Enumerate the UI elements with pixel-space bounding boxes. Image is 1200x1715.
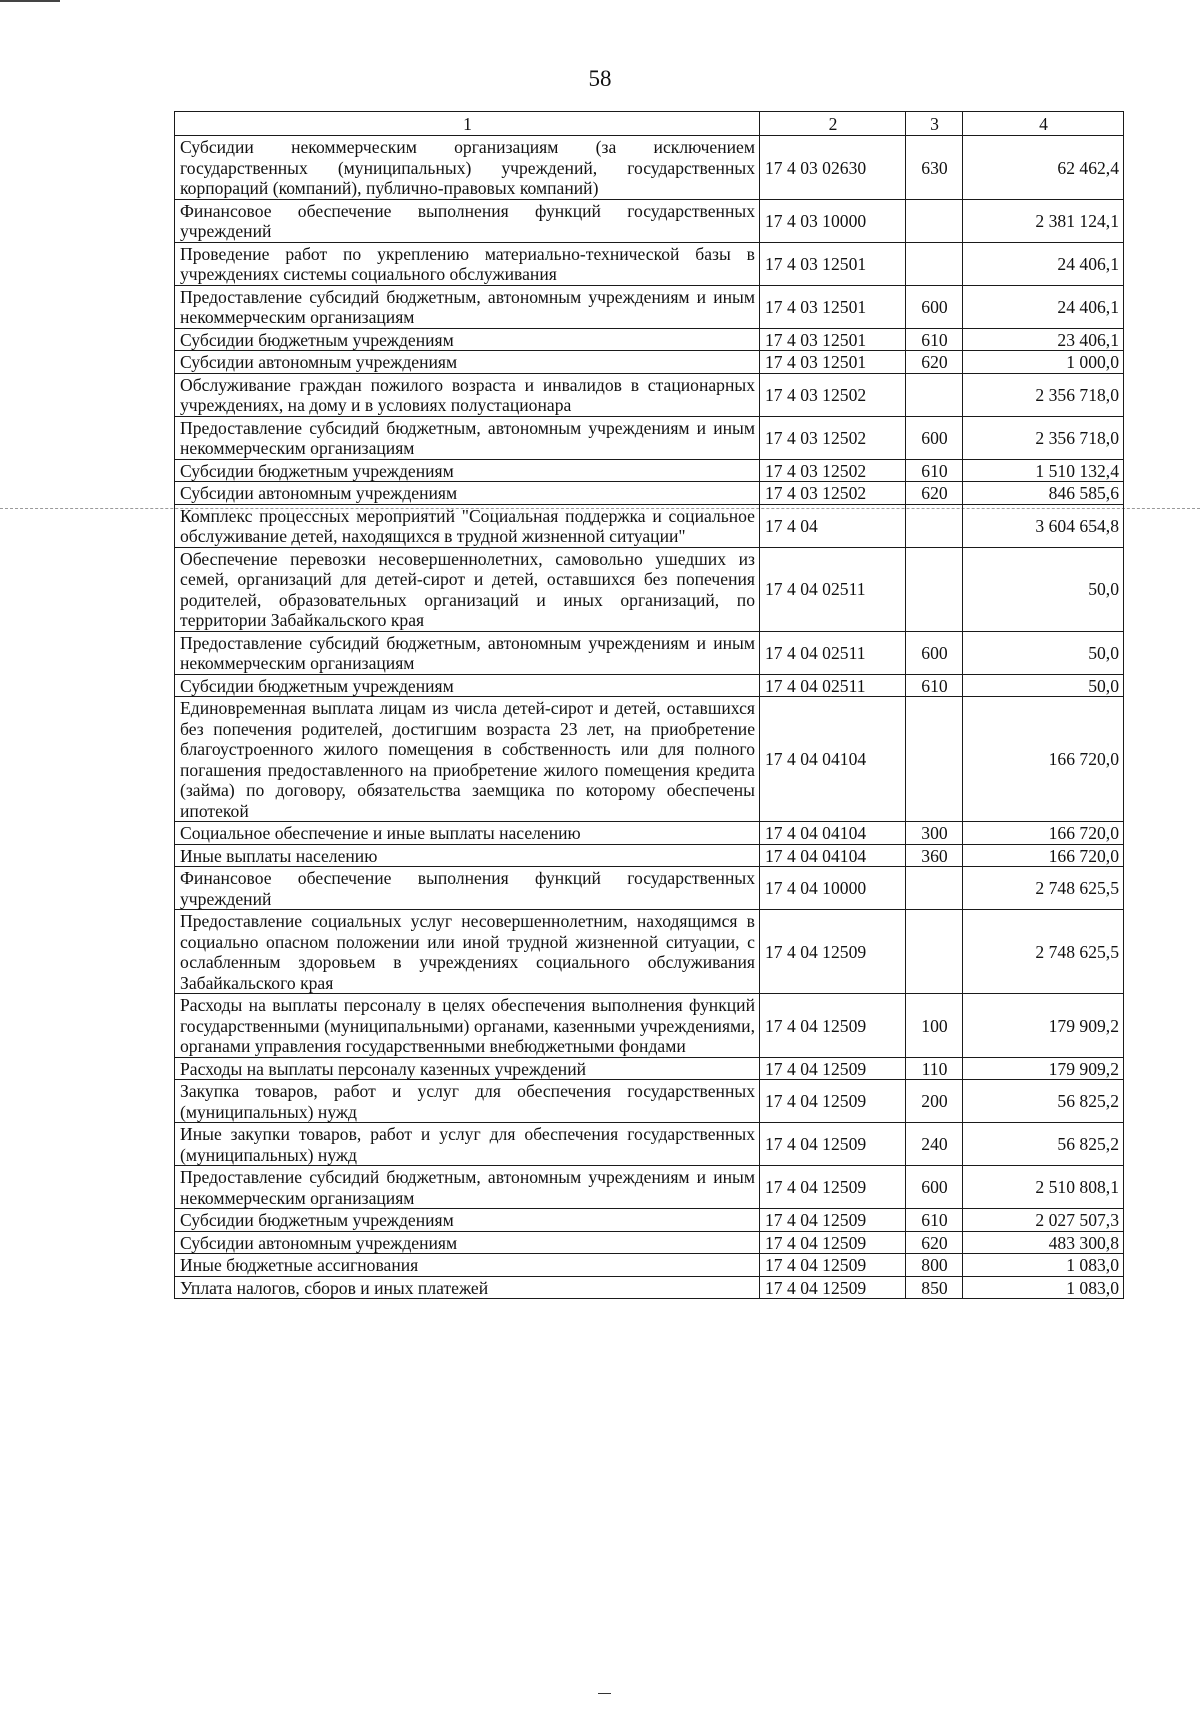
- row-kvr-cell: [906, 504, 963, 547]
- row-code-cell: 17 4 04 04104: [760, 844, 906, 867]
- table-row: [175, 1254, 1124, 1277]
- row-sum-cell: 2 748 625,5: [963, 910, 1124, 994]
- row-kvr-cell: 850: [906, 1276, 963, 1299]
- row-sum-cell: 50,0: [963, 547, 1124, 631]
- row-kvr-cell: 600: [906, 416, 963, 459]
- row-name-cell: Финансовое обеспечение выполнения функций государственных учреждений: [175, 867, 760, 910]
- row-sum-cell: 50,0: [963, 674, 1124, 697]
- table-row: [175, 1057, 1124, 1080]
- row-name-cell: Предоставление субсидий бюджетным, автономным учреждениям и иным некоммерческим организациям: [175, 416, 760, 459]
- column-header-kvr: 3: [906, 112, 963, 136]
- row-code-cell: 17 4 03 12502: [760, 482, 906, 505]
- row-sum-cell: 24 406,1: [963, 285, 1124, 328]
- row-sum-cell: 2 381 124,1: [963, 199, 1124, 242]
- row-kvr-cell: [906, 373, 963, 416]
- row-name-cell: Проведение работ по укреплению материально-технической базы в учреждениях системы социального обслуживания: [175, 242, 760, 285]
- column-header-code: 2: [760, 112, 906, 136]
- row-name-cell: Уплата налогов, сборов и иных платежей: [175, 1276, 760, 1299]
- table-row: [175, 1231, 1124, 1254]
- table-row: [175, 459, 1124, 482]
- row-kvr-cell: [906, 910, 963, 994]
- row-code-cell: 17 4 04 02511: [760, 674, 906, 697]
- row-kvr-cell: [906, 867, 963, 910]
- row-name-cell: Субсидии бюджетным учреждениям: [175, 328, 760, 351]
- row-code-cell: 17 4 03 12502: [760, 459, 906, 482]
- row-name-cell: Расходы на выплаты персоналу казенных учреждений: [175, 1057, 760, 1080]
- row-kvr-cell: 610: [906, 459, 963, 482]
- row-sum-cell: 2 027 507,3: [963, 1209, 1124, 1232]
- row-kvr-cell: 300: [906, 822, 963, 845]
- row-sum-cell: 2 356 718,0: [963, 416, 1124, 459]
- row-kvr-cell: 240: [906, 1123, 963, 1166]
- row-kvr-cell: [906, 199, 963, 242]
- row-kvr-cell: 610: [906, 1209, 963, 1232]
- row-sum-cell: 1 000,0: [963, 351, 1124, 374]
- table-row: [175, 631, 1124, 674]
- table-row: [175, 867, 1124, 910]
- row-sum-cell: 3 604 654,8: [963, 504, 1124, 547]
- table-row: [175, 844, 1124, 867]
- row-name-cell: Субсидии автономным учреждениям: [175, 1231, 760, 1254]
- row-sum-cell: 1 083,0: [963, 1276, 1124, 1299]
- row-sum-cell: 56 825,2: [963, 1123, 1124, 1166]
- scan-corner-mark: [0, 0, 60, 2]
- table-row: [175, 285, 1124, 328]
- row-name-cell: Комплекс процессных мероприятий "Социальная поддержка и социальное обслуживание детей, находящихся в трудной жизненной ситуации": [175, 504, 760, 547]
- row-code-cell: 17 4 04 12509: [760, 1209, 906, 1232]
- row-name-cell: Обслуживание граждан пожилого возраста и инвалидов в стационарных учреждениях, на дому и в условиях полустационара: [175, 373, 760, 416]
- row-code-cell: 17 4 04 02511: [760, 547, 906, 631]
- row-kvr-cell: [906, 697, 963, 822]
- row-code-cell: 17 4 03 12501: [760, 351, 906, 374]
- budget-table: [174, 111, 1124, 1299]
- table-row: [175, 351, 1124, 374]
- table-row: [175, 822, 1124, 845]
- table-row: [175, 504, 1124, 547]
- row-name-cell: Иные бюджетные ассигнования: [175, 1254, 760, 1277]
- row-kvr-cell: [906, 547, 963, 631]
- table-row: [175, 910, 1124, 994]
- row-code-cell: 17 4 04 12509: [760, 1231, 906, 1254]
- row-code-cell: 17 4 04 12509: [760, 1123, 906, 1166]
- table-row: [175, 674, 1124, 697]
- row-name-cell: Иные выплаты населению: [175, 844, 760, 867]
- page-bottom-mark: [598, 1693, 611, 1694]
- table-row: [175, 199, 1124, 242]
- row-name-cell: Предоставление субсидий бюджетным, автономным учреждениям и иным некоммерческим организациям: [175, 285, 760, 328]
- row-sum-cell: 483 300,8: [963, 1231, 1124, 1254]
- row-name-cell: Финансовое обеспечение выполнения функций государственных учреждений: [175, 199, 760, 242]
- row-sum-cell: 179 909,2: [963, 1057, 1124, 1080]
- table-body: [175, 136, 1124, 1299]
- row-sum-cell: 56 825,2: [963, 1080, 1124, 1123]
- row-name-cell: Субсидии автономным учреждениям: [175, 482, 760, 505]
- row-code-cell: 17 4 04 12509: [760, 1057, 906, 1080]
- row-code-cell: 17 4 04 02511: [760, 631, 906, 674]
- table-row: [175, 416, 1124, 459]
- table-row: [175, 547, 1124, 631]
- table-row: [175, 697, 1124, 822]
- row-name-cell: Закупка товаров, работ и услуг для обеспечения государственных (муниципальных) нужд: [175, 1080, 760, 1123]
- table-row: [175, 1123, 1124, 1166]
- row-kvr-cell: 200: [906, 1080, 963, 1123]
- row-name-cell: Расходы на выплаты персоналу в целях обеспечения выполнения функций государственными (муниципальными) органами, казенными учреждениями, органами управления государственными внебюджетными фондами: [175, 994, 760, 1058]
- row-sum-cell: 62 462,4: [963, 136, 1124, 200]
- table-row: [175, 1209, 1124, 1232]
- row-name-cell: Субсидии бюджетным учреждениям: [175, 674, 760, 697]
- row-code-cell: 17 4 04 12509: [760, 910, 906, 994]
- row-name-cell: Субсидии бюджетным учреждениям: [175, 1209, 760, 1232]
- row-code-cell: 17 4 04 12509: [760, 1166, 906, 1209]
- table-row: [175, 136, 1124, 200]
- row-sum-cell: 2 748 625,5: [963, 867, 1124, 910]
- row-kvr-cell: 620: [906, 351, 963, 374]
- row-code-cell: 17 4 03 12502: [760, 373, 906, 416]
- row-sum-cell: 2 510 808,1: [963, 1166, 1124, 1209]
- table-row: [175, 1080, 1124, 1123]
- row-code-cell: 17 4 03 12501: [760, 285, 906, 328]
- row-sum-cell: 2 356 718,0: [963, 373, 1124, 416]
- row-sum-cell: 179 909,2: [963, 994, 1124, 1058]
- row-sum-cell: 166 720,0: [963, 697, 1124, 822]
- row-kvr-cell: 100: [906, 994, 963, 1058]
- row-kvr-cell: 360: [906, 844, 963, 867]
- row-kvr-cell: 610: [906, 674, 963, 697]
- table-row: [175, 1166, 1124, 1209]
- row-code-cell: 17 4 03 02630: [760, 136, 906, 200]
- row-code-cell: 17 4 04 12509: [760, 1080, 906, 1123]
- row-kvr-cell: [906, 242, 963, 285]
- table-row: [175, 242, 1124, 285]
- table-row: [175, 994, 1124, 1058]
- row-name-cell: Субсидии автономным учреждениям: [175, 351, 760, 374]
- row-name-cell: Субсидии некоммерческим организациям (за исключением государственных (муниципальных) учреждений, государственных корпораций (компаний), публично-правовых компаний): [175, 136, 760, 200]
- row-code-cell: 17 4 04 04104: [760, 822, 906, 845]
- row-sum-cell: 24 406,1: [963, 242, 1124, 285]
- row-sum-cell: 23 406,1: [963, 328, 1124, 351]
- row-name-cell: Обеспечение перевозки несовершеннолетних, самовольно ушедших из семей, организаций для детей-сирот и детей, оставшихся без попечения родителей, образовательных организаций и иных организаций, по территории Забайкальского края: [175, 547, 760, 631]
- row-kvr-cell: 800: [906, 1254, 963, 1277]
- row-kvr-cell: 630: [906, 136, 963, 200]
- row-name-cell: Предоставление субсидий бюджетным, автономным учреждениям и иным некоммерческим организациям: [175, 1166, 760, 1209]
- row-code-cell: 17 4 04 12509: [760, 1276, 906, 1299]
- row-code-cell: 17 4 04: [760, 504, 906, 547]
- row-code-cell: 17 4 03 10000: [760, 199, 906, 242]
- row-sum-cell: 50,0: [963, 631, 1124, 674]
- row-sum-cell: 166 720,0: [963, 822, 1124, 845]
- row-kvr-cell: 610: [906, 328, 963, 351]
- row-name-cell: Единовременная выплата лицам из числа детей-сирот и детей, оставшихся без попечения родителей, достигшим возраста 23 лет, на приобретение благоустроенного жилого помещения в собственность или для полного погашения предоставленного на приобретение жилого помещения кредита (займа) по договору, обязательства заемщика по которому обеспечены ипотекой: [175, 697, 760, 822]
- row-code-cell: 17 4 04 12509: [760, 1254, 906, 1277]
- row-kvr-cell: 600: [906, 1166, 963, 1209]
- table-row: [175, 1276, 1124, 1299]
- row-name-cell: Предоставление субсидий бюджетным, автономным учреждениям и иным некоммерческим организациям: [175, 631, 760, 674]
- table-row: [175, 328, 1124, 351]
- row-name-cell: Иные закупки товаров, работ и услуг для обеспечения государственных (муниципальных) нужд: [175, 1123, 760, 1166]
- column-header-name: 1: [175, 112, 760, 136]
- row-code-cell: 17 4 03 12501: [760, 328, 906, 351]
- row-name-cell: Субсидии бюджетным учреждениям: [175, 459, 760, 482]
- row-kvr-cell: 620: [906, 1231, 963, 1254]
- row-sum-cell: 1 083,0: [963, 1254, 1124, 1277]
- page-number: 58: [588, 66, 612, 91]
- row-sum-cell: 166 720,0: [963, 844, 1124, 867]
- row-kvr-cell: 600: [906, 631, 963, 674]
- row-sum-cell: 1 510 132,4: [963, 459, 1124, 482]
- column-header-sum: 4: [963, 112, 1124, 136]
- row-kvr-cell: 110: [906, 1057, 963, 1080]
- row-code-cell: 17 4 04 04104: [760, 697, 906, 822]
- row-name-cell: Социальное обеспечение и иные выплаты населению: [175, 822, 760, 845]
- row-code-cell: 17 4 04 10000: [760, 867, 906, 910]
- row-name-cell: Предоставление социальных услуг несовершеннолетним, находящимся в социально опасном положении или иной трудной жизненной ситуации, с ослабленным здоровьем в учреждениях социального обслуживания Забайкальского края: [175, 910, 760, 994]
- row-code-cell: 17 4 03 12502: [760, 416, 906, 459]
- row-sum-cell: 846 585,6: [963, 482, 1124, 505]
- row-kvr-cell: 600: [906, 285, 963, 328]
- row-code-cell: 17 4 04 12509: [760, 994, 906, 1058]
- row-code-cell: 17 4 03 12501: [760, 242, 906, 285]
- table-row: [175, 482, 1124, 505]
- row-kvr-cell: 620: [906, 482, 963, 505]
- table-header-row: [175, 112, 1124, 136]
- table-row: [175, 373, 1124, 416]
